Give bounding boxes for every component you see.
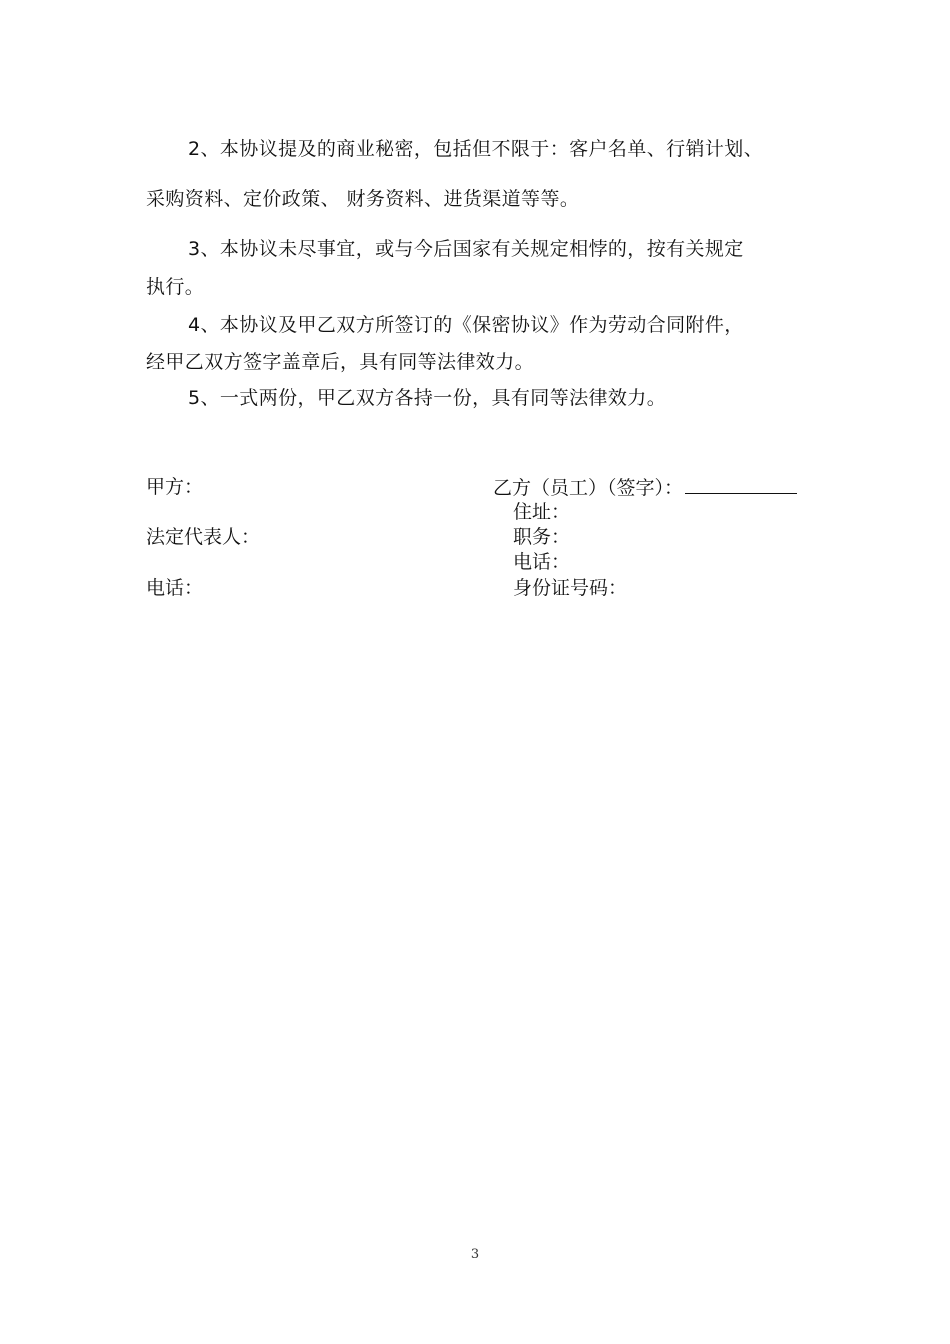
party-b-address-label: 住址：	[513, 501, 571, 523]
clause-4-line-2: 经甲乙双方签字盖章后，具有同等法律效力。	[146, 351, 535, 373]
clause-5-line-1: 5、一式两份，甲乙双方各持一份，具有同等法律效力。	[188, 387, 667, 409]
clause-2-line-1: 2、本协议提及的商业秘密，包括但不限于：客户名单、行销计划、	[188, 138, 764, 160]
clause-2-line-2: 采购资料、定价政策、 财务资料、进货渠道等等。	[146, 188, 580, 210]
party-b-position-label: 职务：	[513, 526, 571, 548]
signature-underline[interactable]	[685, 475, 797, 494]
clause-3-line-1: 3、本协议未尽事宜，或与今后国家有关规定相悖的，按有关规定	[188, 238, 744, 260]
page-number: 3	[470, 1247, 480, 1262]
party-b-id-number-label: 身份证号码：	[513, 577, 628, 599]
party-a-phone-label: 电话：	[146, 577, 204, 599]
clause-4-line-1: 4、本协议及甲乙双方所签订的《保密协议》作为劳动合同附件，	[188, 314, 744, 336]
party-a-label: 甲方：	[146, 476, 204, 498]
party-a-representative-label: 法定代表人：	[146, 526, 261, 548]
party-b-signature-line	[493, 475, 797, 500]
clause-3-line-2: 执行。	[146, 276, 205, 298]
party-b-phone-label: 电话：	[513, 551, 571, 573]
party-b-label: 乙方（员工）（签字）：	[493, 477, 684, 499]
